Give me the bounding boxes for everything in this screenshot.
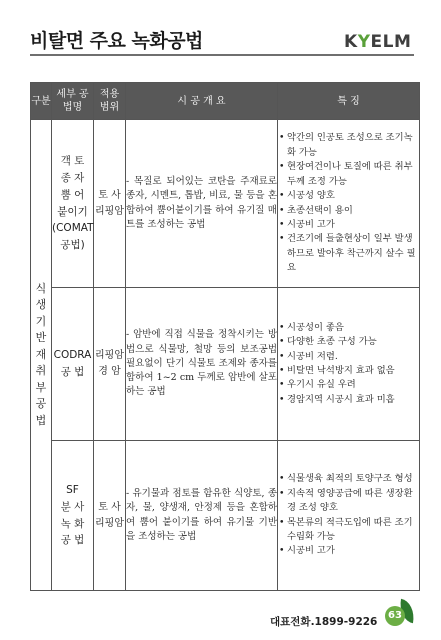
col-scope: 적용 범위 [94,83,126,120]
method-scope: 토 사 리핑암 [94,441,126,591]
page-number: 63 [385,606,405,626]
footer-phone: 대표전화.1899-9226 [270,616,378,628]
company-logo [344,32,411,52]
method-features [278,441,420,591]
bullet-icon: • [279,321,285,333]
feature-item: • 시공비 고가 [278,218,419,232]
method-name: CODRA 공 법 [52,288,94,441]
table-row [31,288,420,441]
bullet-icon: • [279,545,285,557]
feature-item: • 다양한 초종 구성 가능 [278,335,419,349]
category-label: 식 생 기 반 재 취 부 공 법 [35,281,47,427]
method-summary: - 유기물과 점토를 함유한 식양토, 종자, 물, 양생재, 안정제 등을 혼합하여 뿜어 붙이기를 하여 유기물 기반을 조성하는 공법 [126,441,278,591]
bullet-icon: • [279,336,285,348]
feature-item: • 초종선택이 용이 [278,204,419,218]
bullet-icon: • [279,190,285,202]
page-header [0,0,441,60]
bullet-icon: • [279,516,285,528]
logo-k: K [344,32,358,52]
col-summary: 시 공 개 요 [126,83,278,120]
bullet-icon: • [279,473,285,485]
category-cell [31,120,52,591]
feature-item: • 건조기에 들출현상이 일부 발생하므로 발아후 착근까지 살수 필요 [279,233,416,274]
table-row [31,120,420,288]
method-table [30,82,420,591]
bullet-icon: • [279,233,285,245]
table-row [31,441,420,591]
bullet-icon: • [279,365,285,376]
bullet-icon: • [279,204,285,216]
method-summary: - 암반에 직접 식물을 정착시키는 방법으로 식물망, 철망 등의 보조공법 필요없이 단기 식물토 조제와 종자를 합하여 1~2 cm 두께로 암반에 살포하는 공법 [126,288,278,441]
feature-item: • 약간의 인공토 조성으로 조기녹화 가능 [279,132,413,158]
method-features [278,120,420,288]
feature-item: • 시공비 고가 [278,544,419,558]
bullet-icon: • [279,218,285,230]
bullet-icon: • [279,161,285,173]
feature-item: • 목본류의 적극도입에 따른 조기 수림화 가능 [279,516,413,542]
method-scope: 토 사 리핑암 [94,120,126,288]
col-features: 특 징 [278,83,420,120]
bullet-icon: • [279,379,285,391]
feature-item: • 지속적 영양공급에 따른 생장환경 조성 양호 [279,487,413,514]
feature-item: • 시공성 양호 [278,189,419,203]
col-category: 구분 [31,83,52,120]
feature-item: • 우기시 유실 우려 [278,378,419,392]
page-title: 비탈면 주요 녹화공법 [30,30,203,52]
method-scope: 리핑암 경 암 [94,288,126,441]
method-summary: - 목질로 되어있는 코탄을 주재료로 종자, 시멘트, 톱밥, 비료, 물 등을 혼합하여 뿜어붙이기를 하여 유기질 매트를 조성하는 공법 [126,120,278,288]
col-method-name: 세부 공법명 [52,83,94,120]
bullet-icon: • [279,393,285,405]
bullet-icon: • [279,487,285,499]
feature-item: • 현장여건이나 토질에 따른 취부두께 조정 가능 [279,161,413,187]
logo-rest: ELM [370,32,412,52]
method-name: 객 토 종 자 뿜 어 붙이기 (COMAT 공법) [52,120,94,288]
logo-e: Y [357,32,371,52]
method-features [278,288,420,441]
feature-item: • 식물생육 최적의 토양구조 형성 [278,472,419,486]
bullet-icon: • [279,132,285,144]
table-header-row [31,83,420,120]
header-rule [30,54,414,56]
method-name: SF 분 사 녹 화 공 법 [52,441,94,591]
feature-item: • 비탈면 낙석방지 효과 없음 [278,364,419,378]
bullet-icon: • [279,350,285,362]
feature-item: • 경암지역 시공시 효과 미흡 [278,393,419,407]
feature-item: • 시공성이 좋음 [278,321,419,335]
feature-item: • 시공비 저렴. [278,350,419,364]
